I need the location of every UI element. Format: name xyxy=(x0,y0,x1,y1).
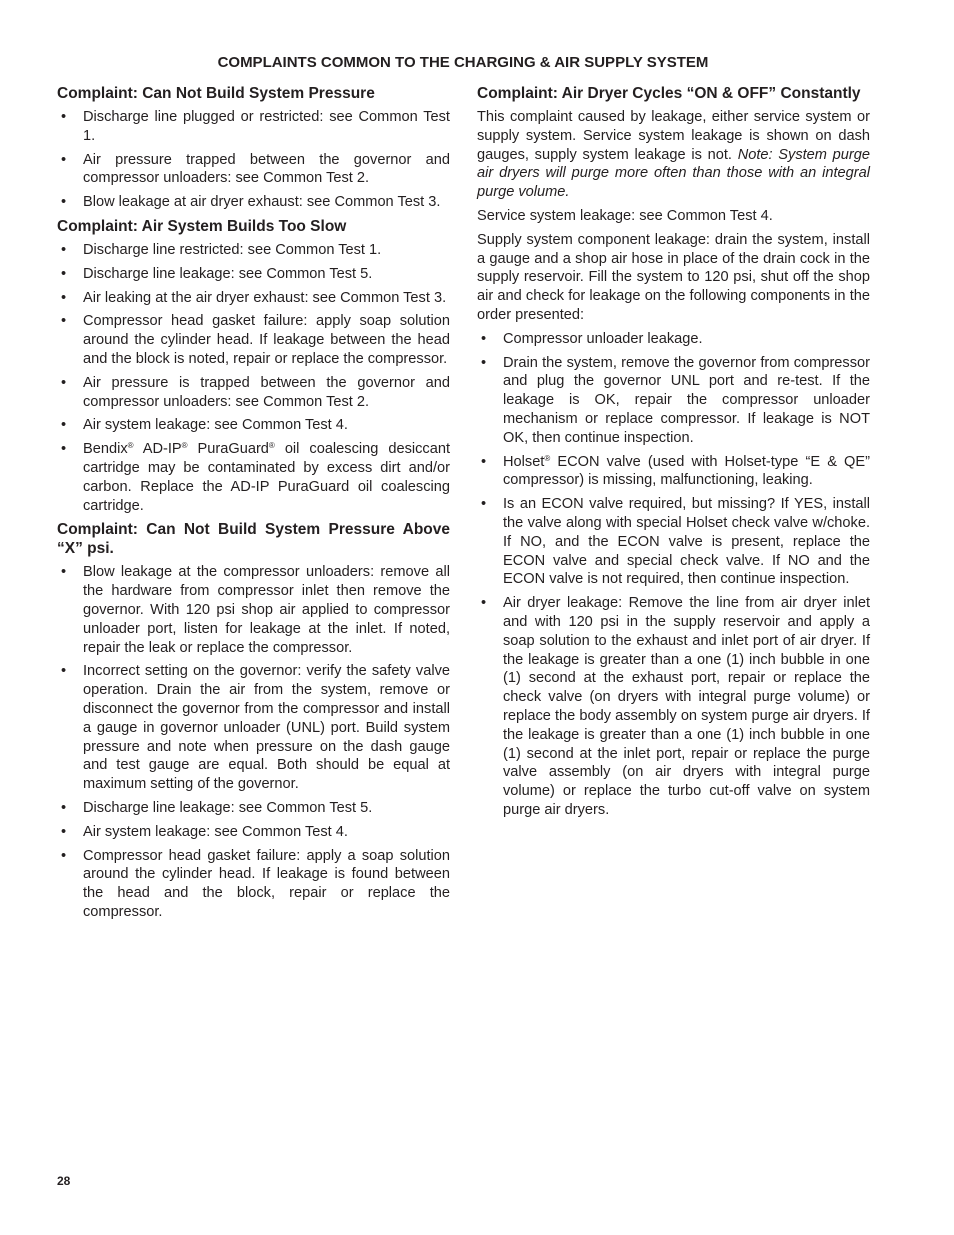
list-item xyxy=(57,799,450,818)
bullet-icon: • xyxy=(61,564,67,581)
list-item-text: Discharge line plugged or restricted: see Common Test 1. xyxy=(83,109,450,144)
list-item xyxy=(57,416,450,435)
list-item-text: Discharge line leakage: see Common Test 5. xyxy=(83,265,373,282)
list-item xyxy=(57,108,450,146)
bullet-icon: • xyxy=(61,289,67,306)
bullet-list xyxy=(477,330,870,820)
list-item-bendix: • Bendix® AD-IP® PuraGuard® oil coalescing desiccant cartridge may be contaminated by excess dirt and/or carbon. Replace the AD-IP PuraGuard oil coalescing cartridge. xyxy=(61,441,450,514)
list-item xyxy=(477,495,870,589)
list-item xyxy=(57,265,450,284)
bullet-icon: • xyxy=(61,313,67,330)
bullet-list xyxy=(57,563,450,921)
list-item xyxy=(57,662,450,794)
registered-mark: ® xyxy=(544,453,551,463)
bullet-icon: • xyxy=(481,330,487,347)
list-item-text: Air leaking at the air dryer exhaust: see Common Test 3. xyxy=(83,289,447,306)
bullet-icon: • xyxy=(481,354,487,371)
list-item xyxy=(57,312,450,368)
paragraph-intro: This complaint caused by leakage, either service system or supply system. Service system leakage is shown on dash gauges, supply system leakage is not. Note: System purge air dryers will purge more often than those with an integral purge volume. xyxy=(477,109,870,201)
bullet-list xyxy=(57,241,450,515)
list-item-text: Drain the system, remove the governor from compressor and plug the governor UNL port and re-test. If the leakage is OK, repair the compressor unloader mechanism or replace compressor. If leakage is NOT OK, then continue inspection. xyxy=(503,354,870,446)
bullet-icon: • xyxy=(61,441,67,458)
list-item xyxy=(477,354,870,448)
list-item xyxy=(57,563,450,657)
bullet-icon: • xyxy=(481,453,487,470)
paragraph-service-leakage: Service system leakage: see Common Test 4. xyxy=(477,207,773,224)
list-item-text: Discharge line leakage: see Common Test 5. xyxy=(83,799,373,816)
bullet-icon: • xyxy=(61,417,67,434)
page-title: COMPLAINTS COMMON TO THE CHARGING & AIR SUPPLY SYSTEM xyxy=(217,54,709,71)
bullet-icon: • xyxy=(61,109,67,125)
bullet-icon: • xyxy=(61,799,67,816)
bullet-icon: • xyxy=(61,374,67,391)
list-item-text: Compressor head gasket failure: apply a soap solution around the cylinder head. If leakage is found between the head and the block, repair or replace the compressor. xyxy=(83,847,450,920)
list-item-text: Air pressure is trapped between the governor and compressor unloaders: see Common Test 2. xyxy=(83,374,450,410)
left-column xyxy=(57,84,450,927)
list-item-text: Air system leakage: see Common Test 4. xyxy=(83,823,348,840)
list-item-text: Air dryer leakage: Remove the line from air dryer inlet and with 120 psi in the supply reservoir and apply a soap solution to the exhaust and inlet port of air dryer. If the leakage is greater than a one (1) inch bubble in one (1) second at the exhaust port, repair or replace the check valve (on dryers with integral purge volume) or replace the body assembly on system purge air dryers. If the leakage is greater than a one (1) inch bubble in one (1) second at the inlet port, repair or replace the purge valve assembly (on air dryers with integral purge volume) or replace the turbo cut-off valve on system purge air dryers. xyxy=(503,595,870,818)
list-item-text: Air system leakage: see Common Test 4. xyxy=(83,417,348,434)
list-item xyxy=(57,289,450,308)
bullet-icon: • xyxy=(61,151,67,168)
section-heading-above-x-psi: Complaint: Can Not Build System Pressure Above “X” psi. xyxy=(57,521,450,558)
right-column xyxy=(477,84,870,825)
list-item xyxy=(477,330,870,349)
registered-mark: ® xyxy=(127,441,134,451)
registered-mark: ® xyxy=(181,441,188,451)
registered-mark: ® xyxy=(268,441,275,451)
list-item-text: Blow leakage at the compressor unloaders: remove all the hardware from compressor inlet then remove the governor. With 120 psi shop air applied to compressor unloader port, listen for leakage at the inlet. If noted, repair the leak or replace the compressor. xyxy=(83,564,450,656)
list-item-holset: • Holset® ECON valve (used with Holset-type “E & QE” compressor) is missing, malfunctioning, leaking. xyxy=(481,453,870,489)
list-item-text: Air pressure trapped between the governor and compressor unloaders: see Common Test 2. xyxy=(83,151,450,187)
section-heading-builds-too-slow: Complaint: Air System Builds Too Slow xyxy=(57,217,347,235)
list-item xyxy=(57,241,450,260)
section-heading-dryer-cycles: Complaint: Air Dryer Cycles “ON & OFF” Constantly xyxy=(477,85,861,102)
list-item-text: Discharge line restricted: see Common Test 1. xyxy=(83,241,382,258)
bullet-icon: • xyxy=(61,194,67,211)
list-item-text: Is an ECON valve required, but missing? If YES, install the valve along with special Holset check valve w/choke. If NO, and the ECON valve is present, replace the ECON valve and special check valve. If NO and the ECON valve is not required, then continue inspection. xyxy=(503,496,870,588)
bullet-icon: • xyxy=(61,241,67,258)
list-item xyxy=(57,847,450,922)
section-heading-cannot-build-pressure: Complaint: Can Not Build System Pressure xyxy=(57,85,375,102)
bullet-icon: • xyxy=(481,496,487,513)
list-item xyxy=(57,374,450,412)
page-number: 28 xyxy=(57,1174,71,1188)
list-item-text: Blow leakage at air dryer exhaust: see Common Test 3. xyxy=(83,194,441,211)
bullet-icon: • xyxy=(481,595,487,612)
list-item xyxy=(477,594,870,820)
bullet-icon: • xyxy=(61,265,67,282)
list-item xyxy=(57,193,450,212)
bullet-icon: • xyxy=(61,823,67,840)
list-item-text: Compressor unloader leakage. xyxy=(503,330,703,347)
bullet-icon: • xyxy=(61,663,67,680)
list-item xyxy=(57,151,450,189)
note-text: Note: System purge air dryers will purge more often than those with an integral purge volume. xyxy=(477,146,870,201)
list-item-text: Compressor head gasket failure: apply soap solution around the cylinder head. If leakage between the head and the block is noted, repair or replace the compressor. xyxy=(83,313,450,367)
paragraph-supply-leakage: Supply system component leakage: drain the system, install a gauge and a shop air hose in place of the drain cock in the supply reservoir. Fill the system to 120 psi, shut off the shop air and check for leakage on the following components in the order presented: xyxy=(477,231,870,323)
bullet-list xyxy=(57,108,450,212)
list-item-text: Incorrect setting on the governor: verify the safety valve operation. Drain the air from the system, remove or disconnect the governor from the compressor and install a gauge in governor unloader (UNL) port. Build system pressure and note when pressure on the dash gauge and test gauge are equal. Both should be equal at maximum setting of the governor. xyxy=(83,663,450,793)
bullet-icon: • xyxy=(61,847,67,864)
list-item xyxy=(57,823,450,842)
